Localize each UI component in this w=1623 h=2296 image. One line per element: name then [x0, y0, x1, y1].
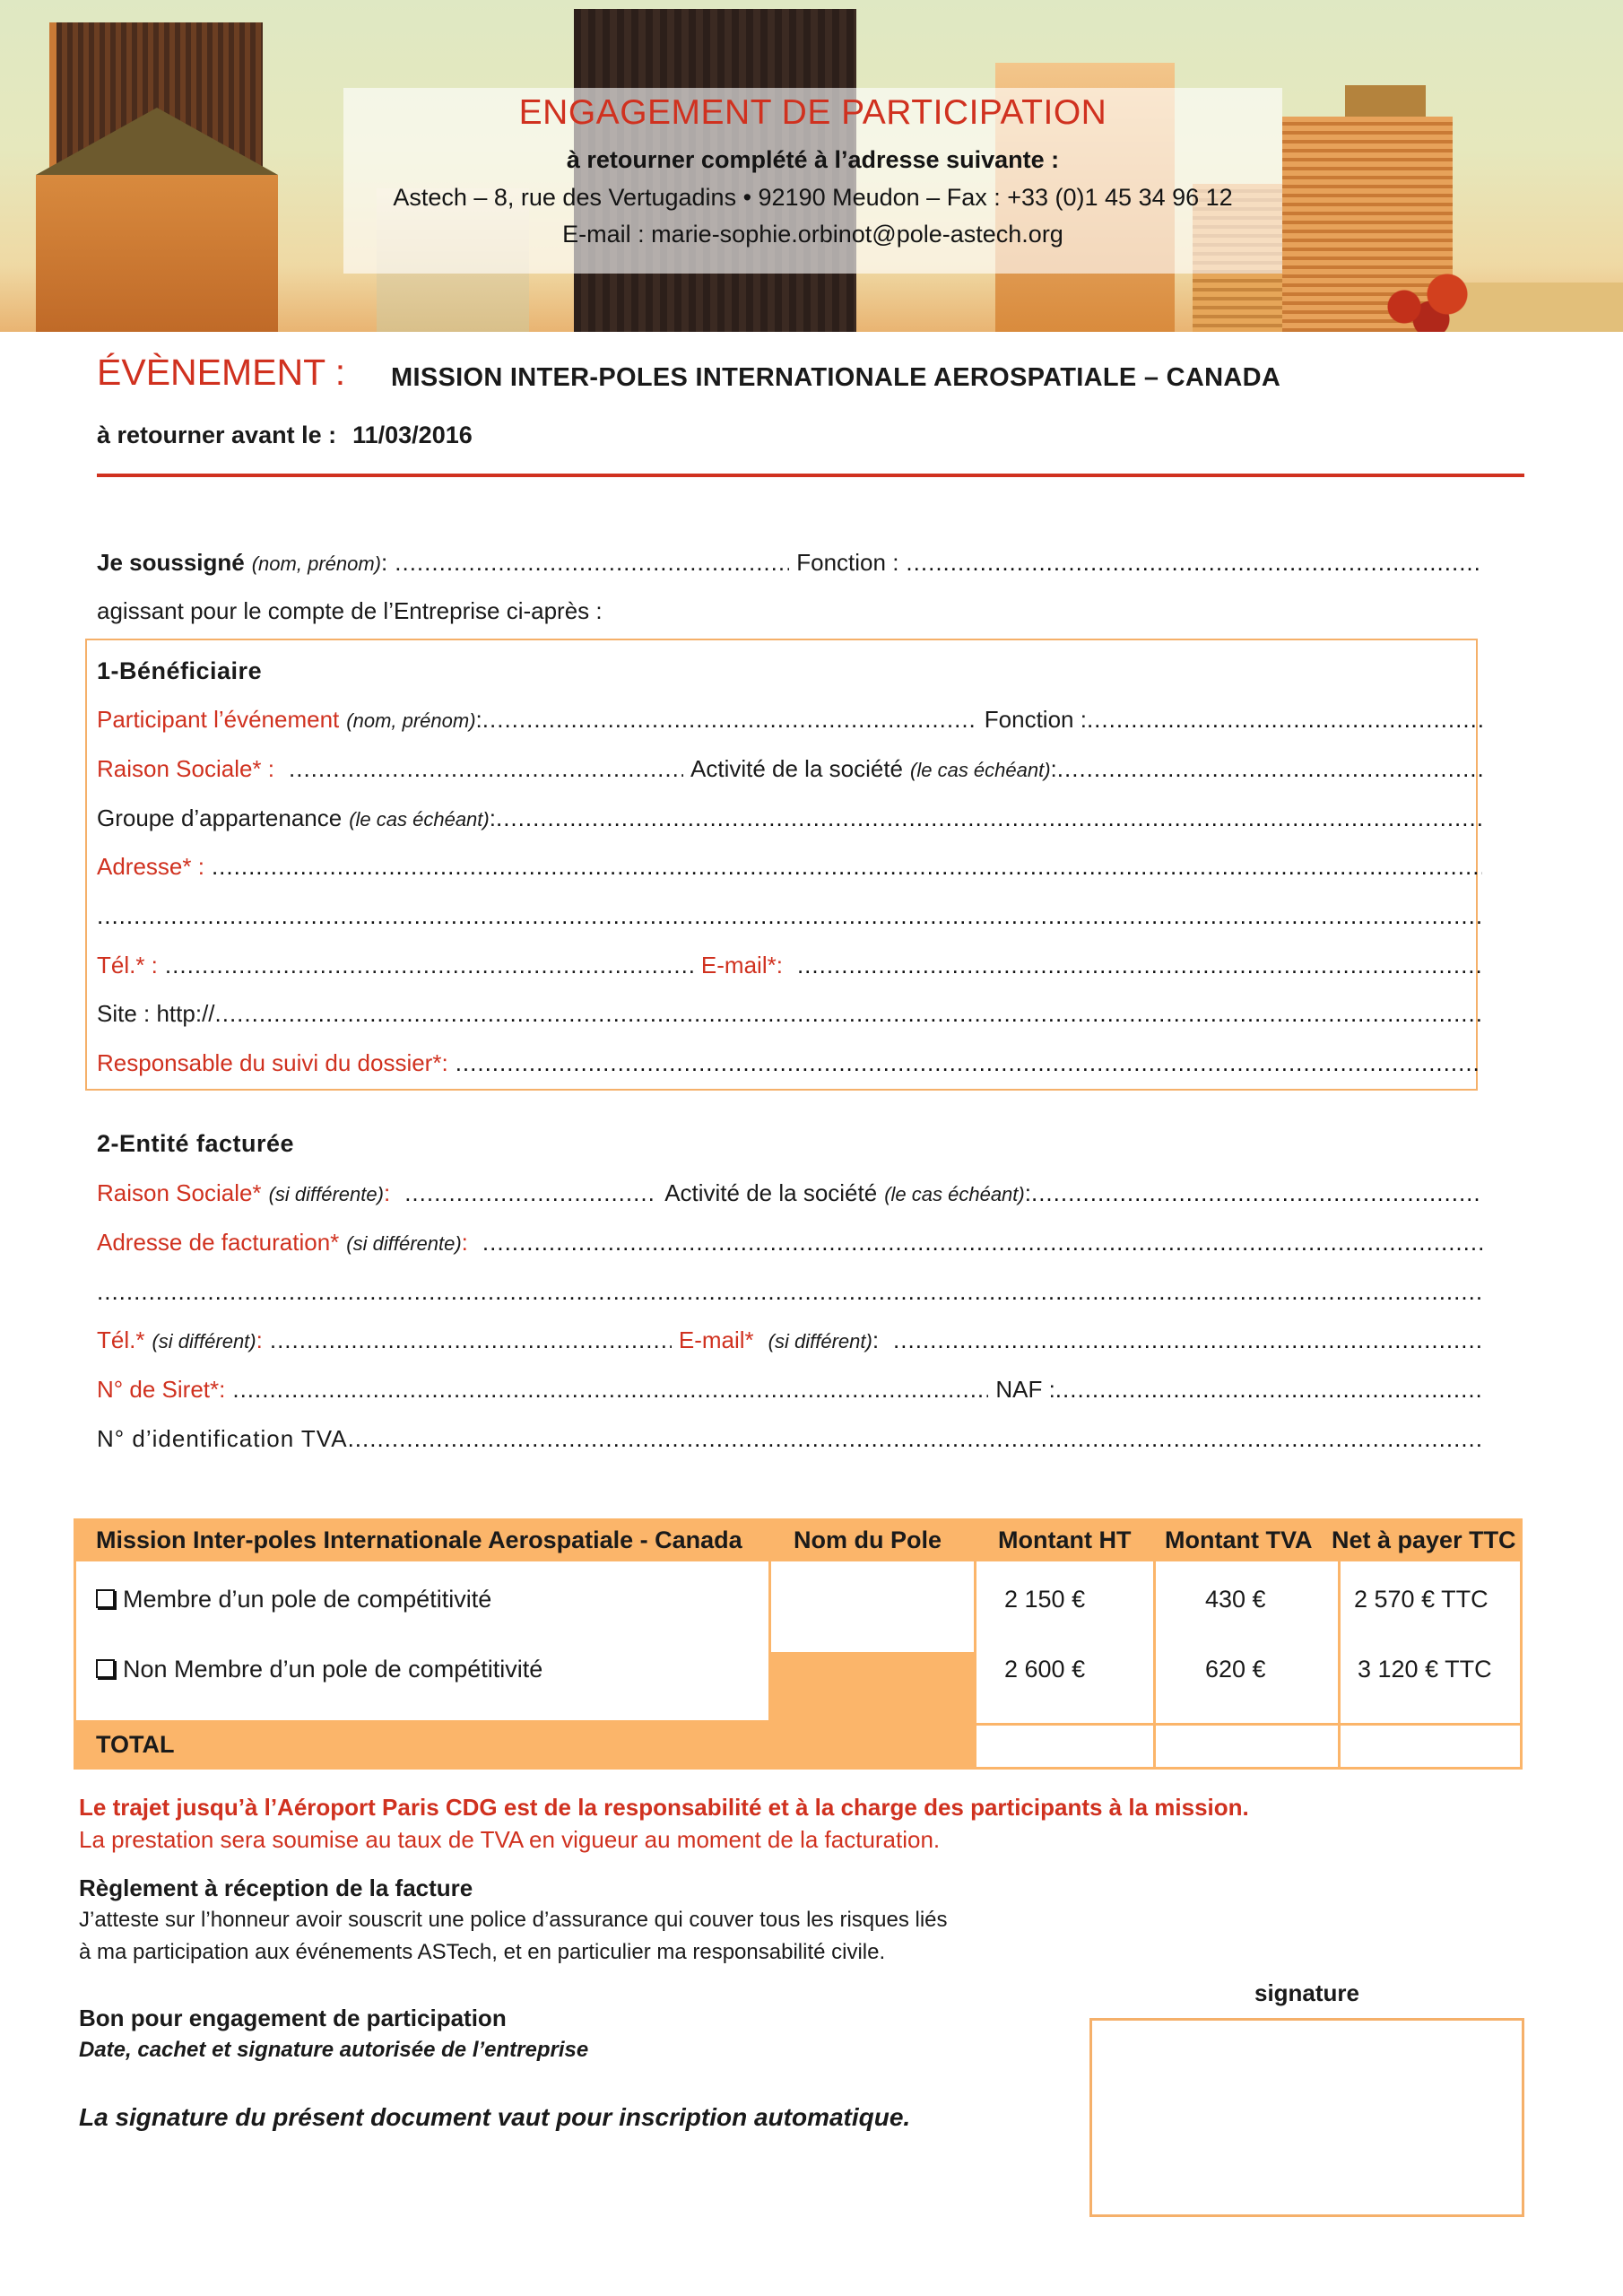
- event-label: ÉVÈNEMENT :: [97, 352, 346, 393]
- due-date-label: à retourner avant le :: [97, 422, 337, 448]
- site-row: [97, 1000, 1482, 1028]
- pricing-table: [74, 1518, 1523, 1770]
- fact-email-hint: (si différent): [768, 1330, 872, 1352]
- fact-adresse-label: Adresse de facturation*: [97, 1229, 340, 1256]
- table-header-row: [74, 1518, 1523, 1561]
- raison-sociale-row: [97, 755, 1482, 783]
- siret-field[interactable]: [232, 1376, 988, 1404]
- fact-raison-row: [97, 1179, 1482, 1207]
- row2-tva: 620 €: [1205, 1656, 1266, 1683]
- activite-label: Activité de la société: [690, 755, 904, 782]
- tva-label: N° d’identification TVA: [97, 1425, 348, 1452]
- page-title: ENGAGEMENT DE PARTICIPATION: [518, 93, 1107, 132]
- checkbox-icon[interactable]: [96, 1589, 115, 1608]
- attestation-line-2: à ma participation aux événements ASTech, et en particulier ma responsabilité civile.: [79, 1940, 886, 1964]
- bon-engagement-title: Bon pour engagement de participation: [79, 2005, 507, 2031]
- fact-email-field[interactable]: [893, 1326, 1482, 1354]
- colon: :: [1050, 755, 1057, 782]
- participant-hint: (nom, prénom): [346, 709, 476, 732]
- participant-fonction-label: Fonction :: [984, 706, 1087, 733]
- fact-raison-field[interactable]: [404, 1179, 657, 1207]
- raison-sociale-label: Raison Sociale* :: [97, 755, 274, 782]
- fact-activite-field[interactable]: [1031, 1179, 1482, 1207]
- due-date-value: 11/03/2016: [352, 422, 473, 448]
- fonction-label: Fonction :: [796, 549, 899, 576]
- autumn-foliage: [1372, 269, 1480, 332]
- pole-name-input[interactable]: [768, 1561, 976, 1655]
- fact-adresse-field[interactable]: [482, 1229, 1482, 1257]
- fact-email-label: E-mail*: [678, 1326, 754, 1353]
- row2-ht: 2 600 €: [1004, 1656, 1086, 1683]
- option-member-label: Membre d’un pole de compétitivité: [123, 1586, 492, 1613]
- participant-fonction-field[interactable]: [1087, 706, 1482, 734]
- colon: :: [1024, 1179, 1031, 1206]
- fact-raison-label: Raison Sociale*: [97, 1179, 262, 1206]
- colon: :: [872, 1326, 880, 1353]
- fact-tel-field[interactable]: [270, 1326, 672, 1354]
- event-name: MISSION INTER-POLES INTERNATIONALE AEROSPATIALE – CANADA: [391, 363, 1281, 392]
- site-field[interactable]: [215, 1000, 1482, 1028]
- participant-row: [97, 706, 1482, 734]
- fact-raison-hint: (si différente): [268, 1183, 384, 1205]
- soussigne-name-field[interactable]: [395, 549, 789, 577]
- header-nom-pole: Nom du Pole: [794, 1526, 942, 1553]
- contact-email: E-mail : marie-sophie.orbinot@pole-astech.org: [562, 221, 1063, 248]
- colon: :: [461, 1229, 468, 1256]
- groupe-hint: (le cas échéant): [349, 808, 490, 831]
- colon: :: [383, 1179, 391, 1206]
- reglement-title: Règlement à réception de la facture: [79, 1874, 473, 1901]
- total-ttc-input[interactable]: [1338, 1723, 1523, 1770]
- responsable-row: [97, 1049, 1482, 1077]
- email-label: E-mail*:: [700, 952, 783, 978]
- groupe-row: [97, 804, 1482, 832]
- fact-tel-hint: (si différent): [152, 1330, 256, 1352]
- due-date-line: [97, 422, 489, 449]
- facturee-title: 2-Entité facturée: [97, 1130, 295, 1157]
- section-divider: [97, 474, 1524, 477]
- siret-naf-row: [97, 1376, 1482, 1404]
- adresse-row-2: [97, 902, 1482, 930]
- soussigne-label: Je soussigné: [97, 549, 245, 576]
- building-dome-left: [36, 175, 278, 332]
- responsable-field[interactable]: [456, 1049, 1482, 1077]
- beneficiaire-title: 1-Bénéficiaire: [97, 657, 263, 684]
- row1-tva: 430 €: [1205, 1586, 1266, 1613]
- return-instruction: à retourner complété à l’adresse suivante :: [566, 146, 1060, 173]
- tva-note: La prestation sera soumise au taux de TVA en vigueur au moment de la facturation.: [79, 1826, 941, 1853]
- site-label: Site : http://: [97, 1000, 215, 1027]
- checkbox-icon[interactable]: [96, 1659, 115, 1678]
- colon: :: [256, 1326, 263, 1353]
- row2-ttc: 3 120 € TTC: [1358, 1656, 1492, 1683]
- colon: :: [489, 804, 496, 831]
- bon-engagement-sub: Date, cachet et signature autorisée de l’entreprise: [79, 2038, 589, 2062]
- total-label: TOTAL: [96, 1731, 175, 1758]
- naf-field[interactable]: [1055, 1376, 1482, 1404]
- tel-email-row: [97, 952, 1482, 979]
- header-montant-tva: Montant TVA: [1165, 1526, 1313, 1553]
- colon: :: [475, 706, 482, 733]
- groupe-label: Groupe d’appartenance: [97, 804, 343, 831]
- option-member[interactable]: [96, 1586, 491, 1613]
- tel-field[interactable]: [165, 952, 694, 979]
- adresse-label: Adresse* :: [97, 853, 204, 880]
- agissant-text: [97, 597, 603, 625]
- row1-ht: 2 150 €: [1004, 1586, 1086, 1613]
- fact-activite-hint: (le cas échéant): [884, 1183, 1025, 1205]
- adresse-field-line2[interactable]: [97, 902, 1482, 930]
- header-banner-image: [0, 0, 1623, 332]
- fact-adresse-hint: (si différente): [346, 1232, 462, 1255]
- header-mission: Mission Inter-poles Internationale Aerospatiale - Canada: [96, 1526, 742, 1553]
- row1-ttc: 2 570 € TTC: [1354, 1586, 1488, 1613]
- fact-adresse-row: [97, 1229, 1482, 1257]
- siret-label: N° de Siret*:: [97, 1376, 226, 1403]
- participant-name-field[interactable]: [482, 706, 977, 734]
- soussigne-row: [97, 549, 1482, 577]
- activite-hint: (le cas échéant): [910, 759, 1051, 781]
- soussigne-fonction-field[interactable]: [906, 549, 1482, 577]
- colon: :: [381, 549, 388, 576]
- groupe-field[interactable]: [496, 804, 1482, 832]
- signature-label: signature: [1254, 1979, 1360, 2006]
- fact-tel-email-row: [97, 1326, 1482, 1354]
- soussigne-hint: (nom, prénom): [251, 552, 382, 575]
- adresse-field[interactable]: [212, 853, 1482, 881]
- building-top: [1345, 85, 1426, 117]
- naf-label: NAF :: [995, 1376, 1055, 1403]
- fact-adresse-field-line2[interactable]: [97, 1278, 1482, 1306]
- agissant-label: agissant pour le compte de l’Entreprise ci-après :: [97, 597, 603, 624]
- tva-row: [97, 1425, 1482, 1453]
- participant-label: Participant l’événement: [97, 706, 340, 733]
- header-montant-ht: Montant HT: [998, 1526, 1132, 1553]
- activite-field[interactable]: [1057, 755, 1482, 783]
- header-net-ttc: Net à payer TTC: [1332, 1526, 1516, 1553]
- trajet-note: Le trajet jusqu’à l’Aéroport Paris CDG est de la responsabilité et à la charge des participants à la mission.: [79, 1794, 1249, 1821]
- tel-label: Tél.* :: [97, 952, 158, 978]
- total-ht-input[interactable]: [974, 1723, 1156, 1770]
- adresse-row: [97, 853, 1482, 881]
- tva-field[interactable]: [348, 1425, 1482, 1453]
- fact-tel-label: Tél.*: [97, 1326, 145, 1353]
- fact-adresse-row-2: [97, 1278, 1482, 1306]
- inscription-note: La signature du présent document vaut pour inscription automatique.: [79, 2103, 911, 2131]
- total-tva-input[interactable]: [1153, 1723, 1341, 1770]
- email-field[interactable]: [797, 952, 1482, 979]
- postal-address: Astech – 8, rue des Vertugadins • 92190 Meudon – Fax : +33 (0)1 45 34 96 12: [393, 184, 1233, 211]
- attestation-line-1: J’atteste sur l’honneur avoir souscrit une police d’assurance qui couver tous les risques liés: [79, 1908, 948, 1932]
- responsable-label: Responsable du suivi du dossier*:: [97, 1049, 448, 1076]
- option-non-member-label: Non Membre d’un pole de compétitivité: [123, 1656, 543, 1683]
- building-roof: [36, 108, 278, 175]
- raison-sociale-field[interactable]: [289, 755, 683, 783]
- fact-activite-label: Activité de la société: [664, 1179, 878, 1206]
- option-non-member[interactable]: [96, 1656, 542, 1683]
- signature-box[interactable]: [1089, 2018, 1524, 2217]
